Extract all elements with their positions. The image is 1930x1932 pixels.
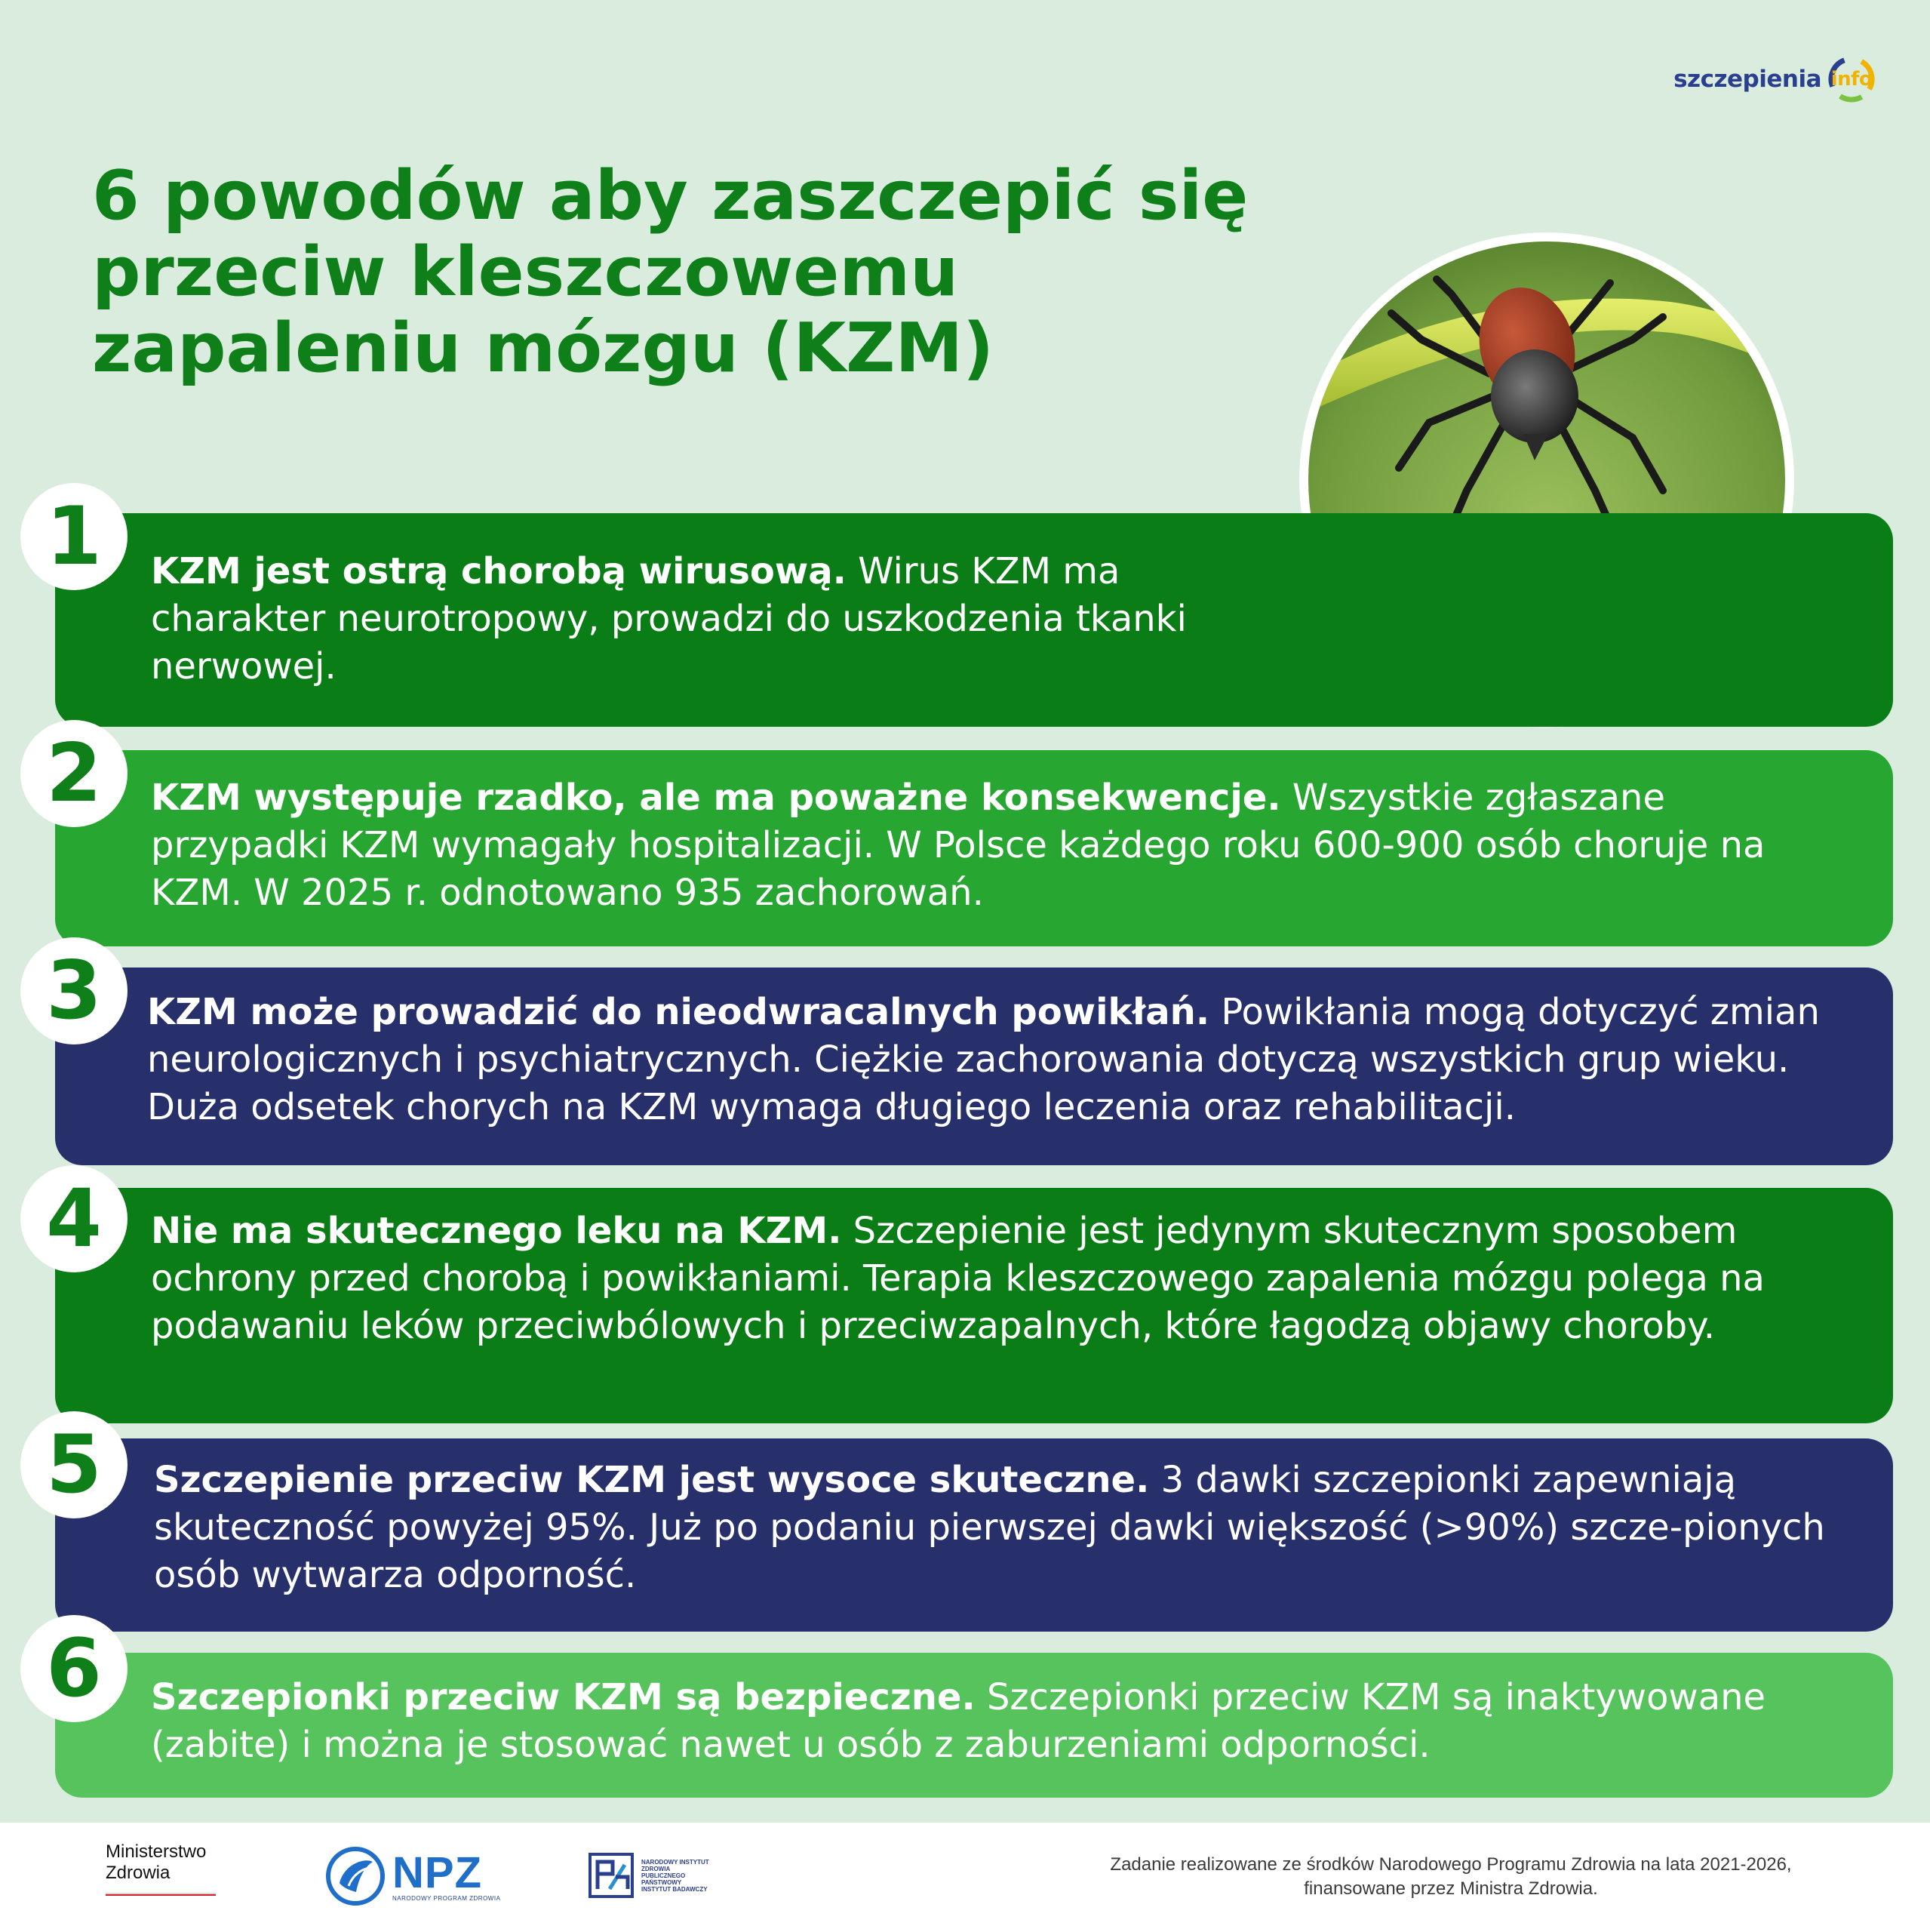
ministry-flag-line <box>106 1893 216 1896</box>
reason-3-heading: KZM może prowadzić do nieodwracalnych powikłań. <box>147 991 1210 1033</box>
npz-subtitle: NARODOWY PROGRAM ZDROWIA <box>392 1894 501 1902</box>
reason-card-5 <box>55 1438 1893 1632</box>
npz-logo[interactable] <box>326 1847 500 1906</box>
reason-number-4: 4 <box>20 1165 128 1272</box>
title-line-2: przeciw kleszczowemu <box>92 232 959 312</box>
funding-line-2: finansowane przez Ministra Zdrowia. <box>1304 1878 1598 1899</box>
reason-6-heading: Szczepionki przeciw KZM są bezpieczne. <box>151 1676 976 1718</box>
reason-3-body: Powikłania mogą dotyczyć zmian neurologicznych i psychiatrycznych. Ciężkie zachorowania dotyczą wszystkich grup wieku. Duża odsetek chorych na KZM wymaga długiego leczenia oraz rehabilitacji. <box>147 991 1820 1128</box>
ministry-line-2: Zdrowia <box>106 1863 171 1883</box>
npz-name: NPZ <box>392 1847 482 1897</box>
brand-info: info <box>1830 68 1873 91</box>
reason-5-text <box>154 1457 1848 1599</box>
reason-number-5: 5 <box>20 1411 128 1518</box>
footer <box>0 1823 1930 1932</box>
reason-number-1: 1 <box>20 483 128 590</box>
reason-5-body: 3 dawki szczepionki zapewniają skuteczność powyżej 95%. Już po podaniu pierwszej dawki większość (>90%) szcze-pionych osób wytwarza odporność. <box>154 1459 1825 1596</box>
brand-ring-icon <box>1826 54 1877 105</box>
reason-2-heading: KZM występuje rzadko, ale ma poważne konsekwencje. <box>151 777 1281 819</box>
reason-5-heading: Szczepienie przeciw KZM jest wysoce skuteczne. <box>154 1459 1150 1501</box>
ministry-logo[interactable] <box>106 1841 219 1896</box>
reason-4-body: Szczepienie jest jedynym skutecznym sposobem ochrony przed chorobą i powikłaniami. Terapia kleszczowego zapalenia mózgu polega na podawaniu leków przeciwbólowych i przeciwzapalnych, które łagodzą objawy choroby. <box>151 1210 1765 1347</box>
npz-logo-icon <box>326 1847 385 1906</box>
reason-4-heading: Nie ma skutecznego leku na KZM. <box>151 1210 842 1252</box>
reason-3-text <box>147 989 1863 1131</box>
reason-number-3: 3 <box>20 937 128 1044</box>
reason-number-2: 2 <box>20 720 128 827</box>
nizp-text: NARODOWY INSTYTUT ZDROWIA PUBLICZNEGO PAŃSTWOWY INSTYTUT BADAWCZY <box>641 1858 709 1893</box>
reason-1-heading: KZM jest ostrą chorobą wirusową. <box>151 550 847 592</box>
page-title <box>92 158 1269 386</box>
reason-card-2 <box>55 750 1893 946</box>
reason-1-body: Wirus KZM ma charakter neurotropowy, prowadzi do uszkodzenia tkanki nerwowej. <box>151 550 1187 688</box>
reason-1-text <box>151 548 1289 691</box>
funding-line-1: Zadanie realizowane ze środków Narodowego Programu Zdrowia na lata 2021-2026, <box>1110 1854 1792 1875</box>
reason-number-6: 6 <box>20 1615 128 1722</box>
reason-card-4 <box>55 1188 1893 1423</box>
ministry-line-1: Ministerstwo <box>106 1841 207 1862</box>
reason-6-text <box>151 1674 1863 1769</box>
reason-6-body: Szczepionki przeciw KZM są inaktywowane (zabite) i można je stosować nawet u osób z zaburzeniami odporności. <box>151 1676 1766 1766</box>
nizp-logo[interactable] <box>587 1851 709 1900</box>
funding-note <box>1074 1853 1828 1901</box>
reason-card-6 <box>55 1653 1893 1798</box>
szczepienia-info-logo[interactable] <box>1673 53 1877 106</box>
title-line-3: zapaleniu mózgu (KZM) <box>92 308 994 388</box>
brand-name: szczepienia <box>1673 66 1821 93</box>
reason-4-text <box>151 1208 1848 1350</box>
reason-2-text <box>151 774 1833 917</box>
reason-card-1 <box>55 513 1893 727</box>
title-line-1: 6 powodów aby zaszczepić się <box>92 156 1249 235</box>
reason-2-body: Wszystkie zgłaszane przypadki KZM wymagały hospitalizacji. W Polsce każdego roku 600-900 osób choruje na KZM. W 2025 r. odnotowano 935 zachorowań. <box>151 777 1766 914</box>
nizp-logo-icon <box>587 1851 635 1900</box>
reason-card-3 <box>55 968 1893 1165</box>
